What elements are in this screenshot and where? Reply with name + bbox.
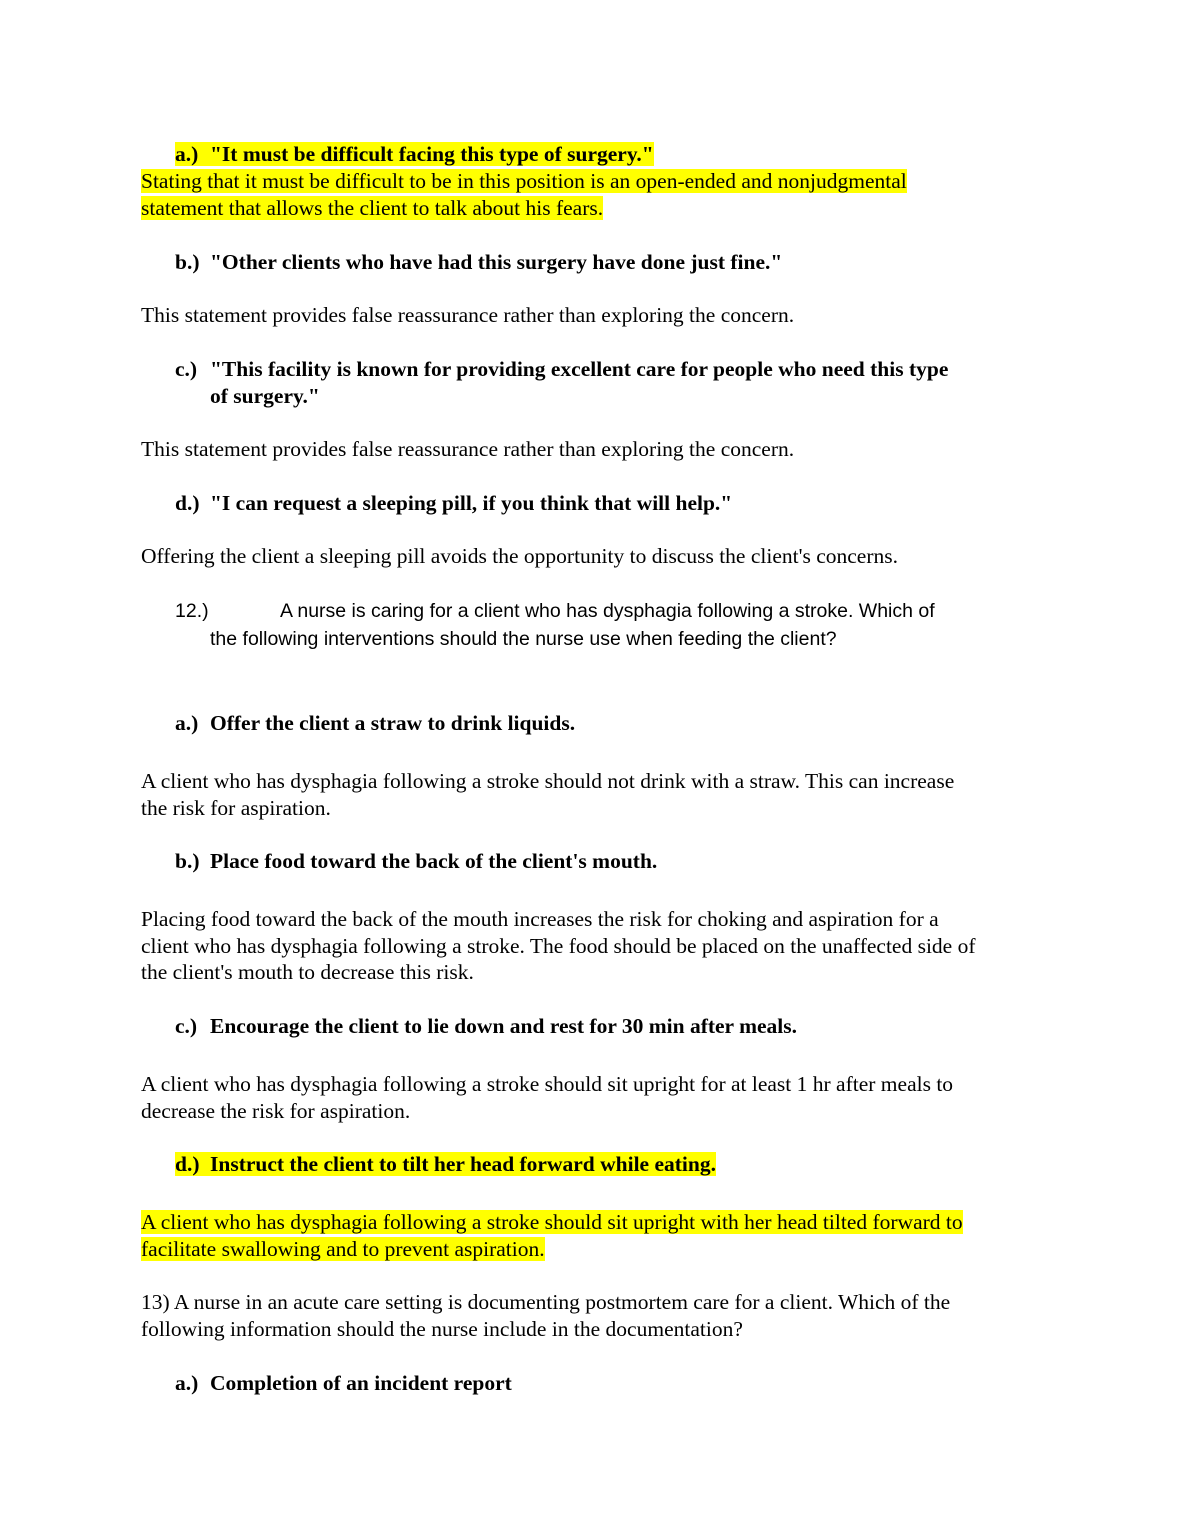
rationale-line: decrease the risk for aspiration. xyxy=(141,1098,411,1123)
option-label: d.) xyxy=(175,491,200,515)
option-text: "Other clients who have had this surgery have done just fine." xyxy=(210,250,783,274)
rationale-line: the client's mouth to decrease this risk. xyxy=(141,960,474,984)
q12-option-d xyxy=(175,1151,1055,1178)
option-label: a.) xyxy=(175,711,199,735)
option-text: Instruct the client to tilt her head forward while eating. xyxy=(210,1152,716,1176)
option-label: c.) xyxy=(175,357,198,381)
rationale-line: Offering the client a sleeping pill avoids the opportunity to discuss the client's concerns. xyxy=(141,544,899,568)
option-label: d.) xyxy=(175,1152,200,1176)
q12-option-c xyxy=(175,1013,1055,1040)
rationale-line: client who has dysphagia following a stroke. The food should be placed on the unaffected side of xyxy=(141,933,976,958)
option-label: c.) xyxy=(175,1014,198,1038)
q12-rationale-c xyxy=(141,1071,1061,1124)
q12-question xyxy=(175,597,1055,653)
q12-rationale-b xyxy=(141,906,1061,986)
rationale-line: statement that allows the client to talk about his fears. xyxy=(141,195,604,220)
option-label: b.) xyxy=(175,849,200,873)
option-text: "It must be difficult facing this type of surgery." xyxy=(210,142,654,166)
q11-option-b xyxy=(175,249,1055,276)
option-text: Encourage the client to lie down and rest for 30 min after meals. xyxy=(210,1014,798,1038)
q13-option-a xyxy=(175,1370,1055,1397)
option-text-continued: of surgery." xyxy=(210,384,320,408)
rationale-line: Stating that it must be difficult to be in this position is an open-ended and nonjudgmental xyxy=(141,169,907,193)
rationale-line: A client who has dysphagia following a stroke should sit upright with her head tilted forward to xyxy=(141,1210,963,1234)
question-text: A nurse is caring for a client who has dysphagia following a stroke. Which of xyxy=(280,600,935,622)
q12-rationale-d xyxy=(141,1209,1061,1262)
option-label: a.) xyxy=(175,1371,199,1395)
q13-question xyxy=(141,1289,1061,1342)
rationale-line: facilitate swallowing and to prevent aspiration. xyxy=(141,1236,545,1261)
q11-rationale-a xyxy=(141,168,1061,221)
option-text: "This facility is known for providing excellent care for people who need this type xyxy=(210,357,949,381)
q11-option-a xyxy=(175,141,1055,168)
question-number: 12.) xyxy=(175,600,209,622)
option-text: Completion of an incident report xyxy=(210,1371,512,1395)
q12-rationale-a xyxy=(141,768,1061,821)
q11-option-c xyxy=(175,356,1055,410)
question-text-continued: the following interventions should the nurse use when feeding the client? xyxy=(210,628,837,650)
rationale-line: A client who has dysphagia following a stroke should not drink with a straw. This can increase xyxy=(141,769,955,793)
option-text: Offer the client a straw to drink liquids. xyxy=(210,711,576,735)
q12-option-a xyxy=(175,710,1055,737)
q11-rationale-b xyxy=(141,302,1061,329)
rationale-line: This statement provides false reassurance rather than exploring the concern. xyxy=(141,437,795,461)
q11-rationale-d xyxy=(141,543,1061,570)
q11-rationale-c xyxy=(141,436,1061,463)
option-text: Place food toward the back of the client's mouth. xyxy=(210,849,658,873)
option-text: "I can request a sleeping pill, if you think that will help." xyxy=(210,491,733,515)
rationale-line: Placing food toward the back of the mouth increases the risk for choking and aspiration for a xyxy=(141,907,939,931)
question-text: 13) A nurse in an acute care setting is documenting postmortem care for a client. Which of the xyxy=(141,1290,951,1314)
rationale-line: the risk for aspiration. xyxy=(141,795,331,820)
rationale-line: This statement provides false reassurance rather than exploring the concern. xyxy=(141,303,795,327)
option-label: a.) xyxy=(175,142,199,166)
q11-option-d xyxy=(175,490,1055,517)
option-label: b.) xyxy=(175,250,200,274)
rationale-line: A client who has dysphagia following a stroke should sit upright for at least 1 hr after meals to xyxy=(141,1072,954,1096)
question-text: following information should the nurse include in the documentation? xyxy=(141,1316,743,1341)
q12-option-b xyxy=(175,848,1055,875)
